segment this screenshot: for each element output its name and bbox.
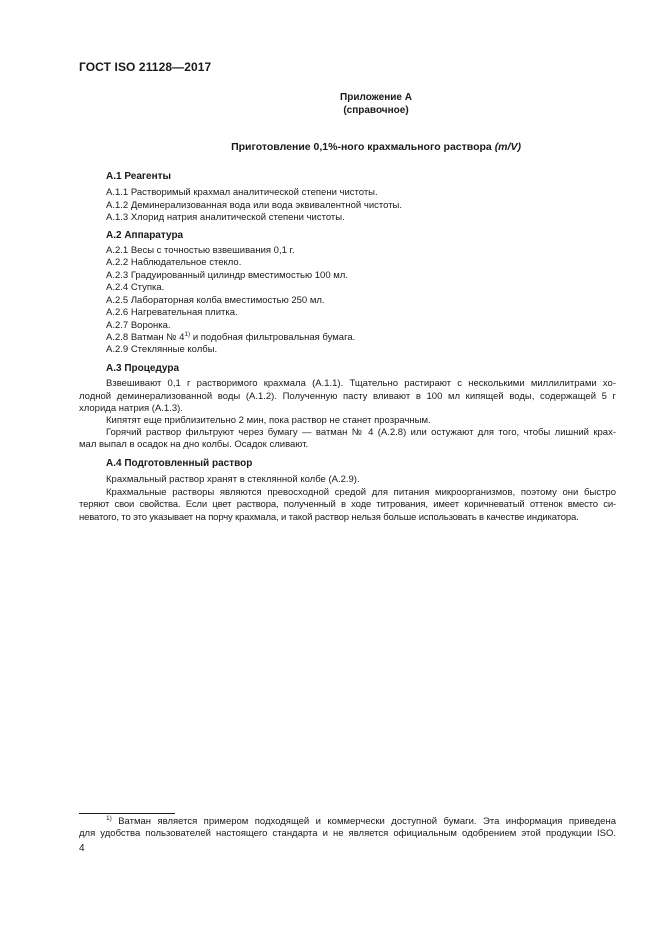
section-heading-a2: А.2 Аппаратура [106,230,184,241]
footnote-separator [79,813,175,814]
title-unit: (m/V) [494,141,521,153]
list-item: А.2.9 Стеклянные колбы. [106,344,218,355]
document-title [0,141,661,153]
list-item: А.2.1 Весы с точностью взвешивания 0,1 г. [106,245,295,256]
list-item: А.2.6 Нагревательная плитка. [106,307,238,318]
footnote-reference[interactable]: 1) [184,331,191,338]
footnote-mark: 1) [106,815,112,822]
paragraph-line: хлорида натрия (А.1.3). [79,403,183,414]
list-item: А.2.7 Воронка. [106,320,171,331]
list-item: А.2.3 Градуированный цилиндр вместимостью 100 мл. [106,270,348,281]
section-heading-a3: А.3 Процедура [106,363,180,374]
paragraph-line: неватого, то это указывает на порчу крахмала, и такой раствор нельзя больше использовать в качестве индикатора. [79,512,579,523]
item-text: А.2.8 Ватман № 4 [106,332,185,343]
section-heading-a1: А.1 Реагенты [106,171,172,182]
list-item: А.2.2 Наблюдательное стекло. [106,257,242,268]
annex-subtitle: (справочное) [343,105,409,116]
footnote-line [106,816,616,827]
list-item: А.2.4 Ступка. [106,282,165,293]
item-text: и подобная фильтровальная бумага. [190,332,356,343]
list-item: А.1.1 Растворимый крахмал аналитической степени чистоты. [106,187,378,198]
paragraph: Кипятят еще приблизительно 2 мин, пока раствор не станет прозрачным. [106,415,431,426]
paragraph-line: теряют свои свойства. Если цвет раствора, полученный в ходе титрования, имеет коричневатый оттенок вместо си- [79,499,616,510]
footnote-text: Ватман является примером подходящей и коммерчески доступной бумаги. Эта информация приведена [111,816,616,827]
paragraph-line: Крахмальные растворы являются превосходной средой для питания микроорганизмов, поэтому они быстро [106,487,616,498]
list-item: А.1.2 Деминерализованная вода или вода эквивалентной чистоты. [106,200,403,211]
footnote-line: для удобства пользователей настоящего стандарта и не является официальным одобрением этой продукции ISO. [79,828,616,839]
paragraph-line: Взвешивают 0,1 г растворимого крахмала (А.1.1). Тщательно растирают с несколькими миллилитрами хо- [106,378,616,389]
list-item: А.2.5 Лабораторная колба вместимостью 250 мл. [106,295,325,306]
title-main: Приготовление 0,1%-ного крахмального раствора [231,141,495,153]
paragraph: Крахмальный раствор хранят в стеклянной колбе (А.2.9). [106,474,360,485]
annex-title: Приложение А [340,92,412,103]
paragraph-line: мал выпал в осадок на дно колбы. Осадок сливают. [79,439,309,450]
paragraph-line: Горячий раствор фильтруют через бумагу — ватман № 4 (А.2.8) или остужают для того, чтобы лишний крах- [106,427,616,438]
standard-designation: ГОСТ ISO 21128—2017 [79,60,212,74]
list-item: А.1.3 Хлорид натрия аналитической степени чистоты. [106,212,345,223]
page-number: 4 [79,843,85,854]
paragraph-line: лодной деминерализованной воды (А.1.2). Полученную пасту вливают в 100 мл кипящей воды, содержащей 5 г [79,391,616,402]
section-heading-a4: А.4 Подготовленный раствор [106,458,253,469]
list-item [106,332,355,343]
